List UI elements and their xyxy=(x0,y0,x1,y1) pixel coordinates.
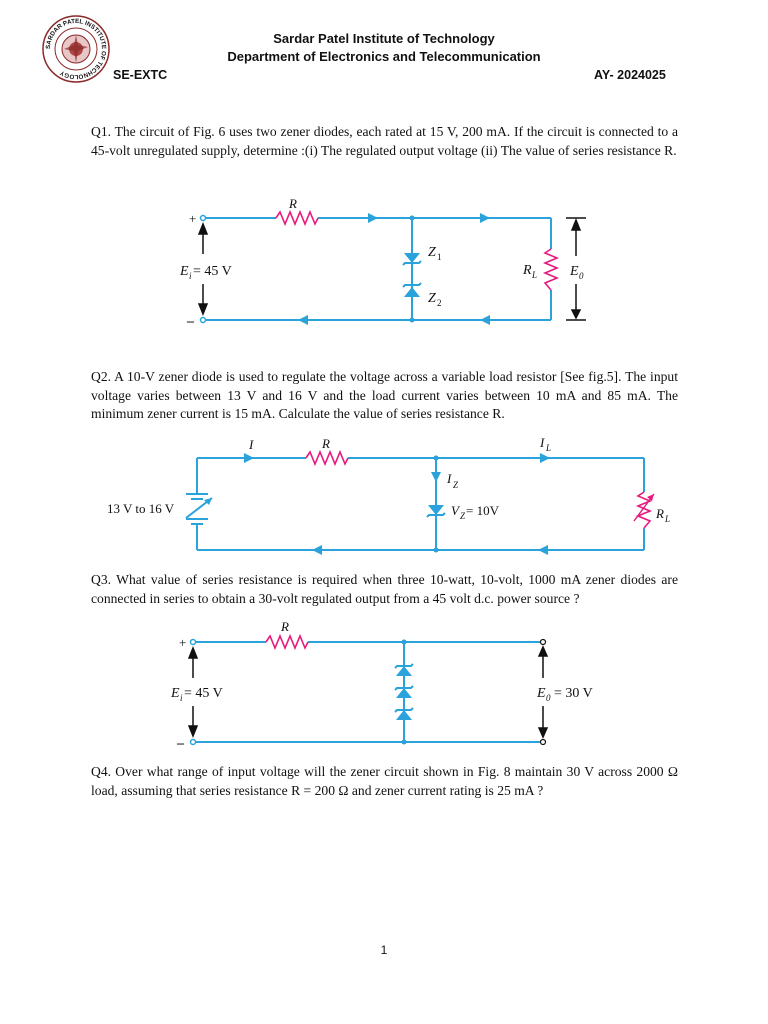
academic-year: AY- 2024025 xyxy=(594,68,666,82)
svg-text:E: E xyxy=(537,686,546,701)
svg-text:Z: Z xyxy=(453,480,459,490)
svg-text:E: E xyxy=(171,686,180,701)
svg-text:0: 0 xyxy=(546,693,551,703)
svg-text:Z: Z xyxy=(428,245,436,260)
svg-text:R: R xyxy=(289,196,297,211)
svg-text:R: R xyxy=(322,436,330,451)
svg-text:R: R xyxy=(281,619,289,634)
question-1: Q1. The circuit of Fig. 6 uses two zener diodes, each rated at 15 V, 200 mA. If the circuit is connected to a 45-volt unregulated supply, determine :(i) The regulated output voltage (ii) The value of series resistance R. xyxy=(91,124,678,158)
svg-text:= 10V: = 10V xyxy=(466,503,499,518)
svg-text:E: E xyxy=(180,264,189,279)
svg-text:Z: Z xyxy=(428,291,436,306)
svg-text:I: I xyxy=(249,437,254,452)
svg-text:SARDAR PATEL INSTITUTE OF TECH: SARDAR PATEL INSTITUTE OF TECHNOLOGY xyxy=(44,17,108,81)
svg-text:= 45 V: = 45 V xyxy=(184,686,223,701)
class-label: SE-EXTC xyxy=(113,68,168,82)
svg-text:V: V xyxy=(451,503,459,518)
svg-text:+: + xyxy=(179,635,187,650)
svg-text:L: L xyxy=(532,270,538,280)
page-number: 1 xyxy=(380,943,388,957)
svg-text:2: 2 xyxy=(437,298,442,308)
svg-text:i: i xyxy=(180,693,183,703)
svg-text:E: E xyxy=(570,264,579,279)
svg-text:L: L xyxy=(546,443,552,453)
svg-text:= 30 V: = 30 V xyxy=(554,686,593,701)
question-2: Q2. A 10-V zener diode is used to regulate the voltage across a variable load resistor [See fig.5]. The input voltage varies between 13 V and 16 V and the load current varies between 10 mA and 85 mA. The minimum zener current is 15 mA. Calculate the value of series resistance R. xyxy=(91,369,678,421)
svg-text:13 V to 16 V: 13 V to 16 V xyxy=(107,501,175,516)
svg-text:1: 1 xyxy=(437,252,442,262)
svg-text:–: – xyxy=(187,314,194,329)
question-4: Q4. Over what range of input voltage will the zener circuit shown in Fig. 8 maintain 30 V across 2000 Ω load, assuming that series resistance R = 200 Ω and zener current rating is 25 mA ? xyxy=(91,764,678,798)
svg-text:i: i xyxy=(189,271,192,281)
svg-text:I: I xyxy=(540,435,545,450)
svg-text:+: + xyxy=(189,211,197,226)
department-name: Department of Electronics and Telecommunication xyxy=(227,49,541,64)
svg-text:0: 0 xyxy=(579,271,584,281)
svg-text:R: R xyxy=(656,506,664,521)
institute-name: Sardar Patel Institute of Technology xyxy=(273,31,495,46)
svg-text:I: I xyxy=(447,471,452,486)
svg-text:–: – xyxy=(177,736,184,751)
svg-text:R: R xyxy=(523,263,532,278)
svg-text:= 45 V: = 45 V xyxy=(193,264,232,279)
question-3: Q3. What value of series resistance is required when three 10-watt, 10-volt, 1000 mA zener diodes are connected in series to obtain a 30-volt regulated output from a 45 volt d.c. power source ? xyxy=(91,572,678,606)
svg-text:Z: Z xyxy=(460,511,466,521)
svg-text:L: L xyxy=(665,514,671,524)
